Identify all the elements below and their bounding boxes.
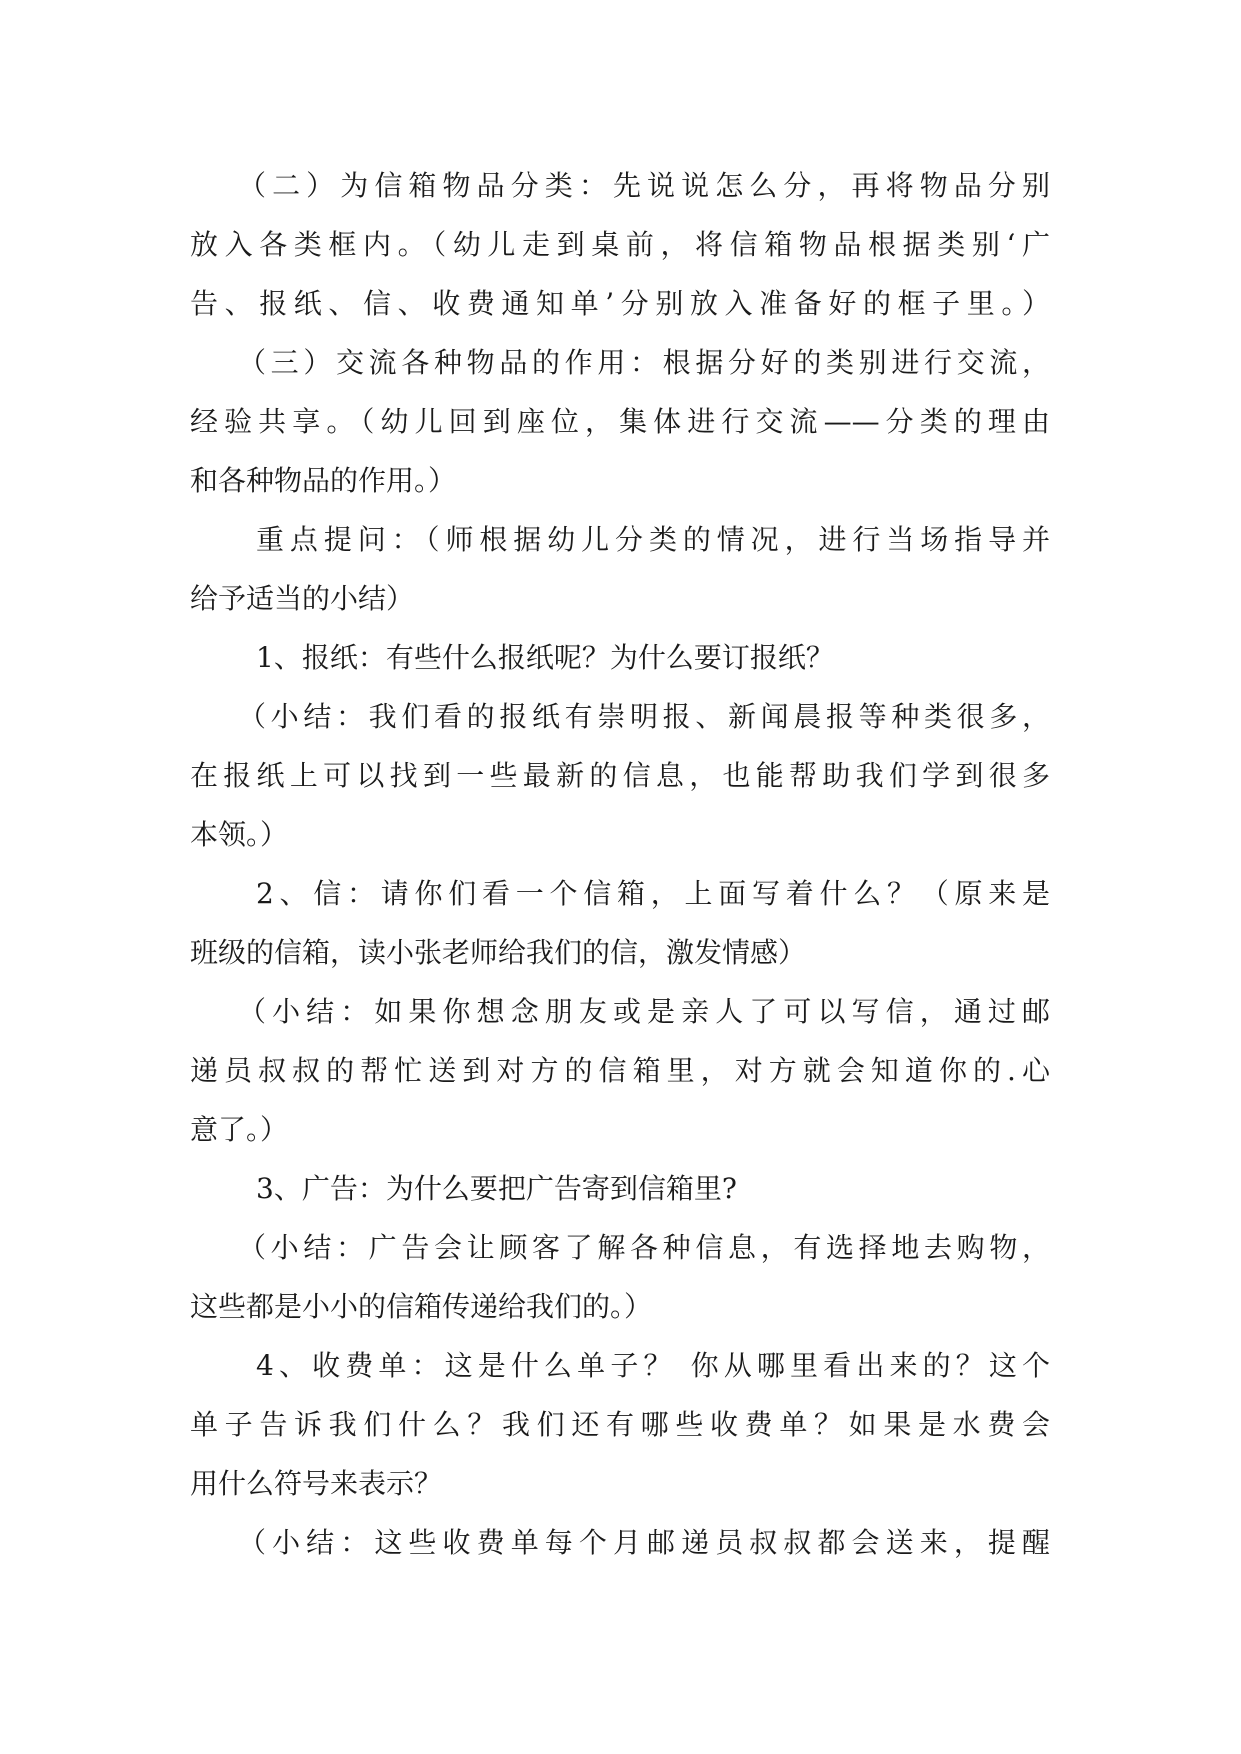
paragraph-line: 和各种物品的作用。） xyxy=(190,464,457,497)
paragraph-line: 这些都是小小的信箱传递给我们的。） xyxy=(190,1290,653,1323)
paragraph-line: 3、广告：为什么要把广告寄到信箱里? xyxy=(256,1172,737,1205)
paragraph-line: （三）交流各种物品的作用：根据分好的类别进行交流， xyxy=(238,346,1050,379)
paragraph-line: 2、信：请你们看一个信箱，上面写着什么？（原来是 xyxy=(256,877,1050,910)
paragraph-line: 给予适当的小结） xyxy=(190,582,415,615)
paragraph-line: 班级的信箱，读小张老师给我们的信，激发情感） xyxy=(190,936,807,969)
paragraph-line: （小结：我们看的报纸有崇明报、新闻晨报等种类很多， xyxy=(238,700,1050,733)
paragraph-line: （二）为信箱物品分类：先说说怎么分，再将物品分别 xyxy=(238,169,1050,202)
paragraph-line: 意了。） xyxy=(190,1113,289,1146)
paragraph-line: （小结：这些收费单每个月邮递员叔叔都会送来，提醒 xyxy=(238,1526,1050,1559)
paragraph-line: （小结：如果你想念朋友或是亲人了可以写信，通过邮 xyxy=(238,995,1050,1028)
paragraph-line: 经验共享。（幼儿回到座位，集体进行交流——分类的理由 xyxy=(190,405,1050,438)
paragraph-line: 单子告诉我们什么？我们还有哪些收费单？如果是水费会 xyxy=(190,1408,1050,1441)
paragraph-line: 重点提问：（师根据幼儿分类的情况，进行当场指导并 xyxy=(256,523,1050,556)
paragraph-line: 4、收费单：这是什么单子？ 你从哪里看出来的？这个 xyxy=(256,1349,1050,1382)
paragraph-line: 递员叔叔的帮忙送到对方的信箱里，对方就会知道你的.心 xyxy=(190,1054,1050,1087)
paragraph-line: 1、报纸：有些什么报纸呢？为什么要订报纸？ xyxy=(256,641,834,674)
paragraph-line: 放入各类框内。（幼儿走到桌前，将信箱物品根据类别‘广 xyxy=(190,228,1050,261)
paragraph-line: 告、报纸、信、收费通知单’分别放入准备好的框子里。） xyxy=(190,287,1050,320)
paragraph-line: （小结：广告会让顾客了解各种信息，有选择地去购物， xyxy=(238,1231,1050,1264)
paragraph-line: 在报纸上可以找到一些最新的信息，也能帮助我们学到很多 xyxy=(190,759,1050,792)
paragraph-line: 本领。） xyxy=(190,818,289,851)
paragraph-line: 用什么符号来表示？ xyxy=(190,1467,443,1500)
